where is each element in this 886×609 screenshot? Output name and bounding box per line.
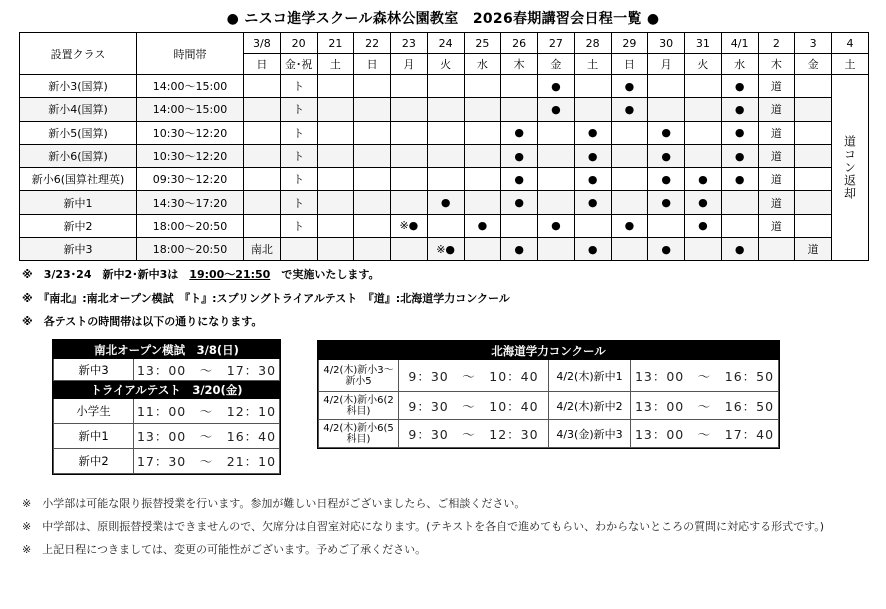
test-mark: 南北 — [244, 238, 281, 261]
class-name: 新小6(国算) — [20, 144, 137, 167]
note-2: ※ 『南北』:南北オープン模試 『ト』:スプリングトライアルテスト 『道』:北海道学力コンクール — [22, 292, 510, 305]
empty-cell — [244, 144, 281, 167]
empty-cell — [685, 98, 722, 121]
header-weekday: 木 — [758, 54, 795, 75]
empty-cell — [391, 98, 428, 121]
class-name: 新小4(国算) — [20, 98, 137, 121]
header-weekday: 日 — [244, 54, 281, 75]
time-slot: 14:30～17:20 — [137, 191, 244, 214]
empty-cell — [685, 144, 722, 167]
session-mark: ● — [574, 168, 611, 191]
header-date: 24 — [427, 33, 464, 54]
table-row — [20, 98, 869, 121]
empty-cell — [317, 121, 354, 144]
session-mark: ● — [648, 168, 685, 191]
header-weekday: 水 — [464, 54, 501, 75]
test-mark: 道 — [758, 191, 795, 214]
empty-cell — [317, 214, 354, 237]
class-name: 新中1 — [20, 191, 137, 214]
empty-cell — [501, 98, 538, 121]
test-mark: ト — [280, 168, 317, 191]
empty-cell — [795, 144, 832, 167]
empty-cell — [427, 121, 464, 144]
test-mark: 道 — [795, 238, 832, 261]
session-mark: ● — [721, 144, 758, 167]
empty-cell — [464, 191, 501, 214]
session-mark: ● — [648, 121, 685, 144]
time-slot: 18:00～20:50 — [137, 238, 244, 261]
doukon-title: 北海道学力コンクール — [319, 342, 779, 360]
session-mark: ● — [721, 238, 758, 261]
test-mark: 道 — [758, 168, 795, 191]
header-date: 23 — [391, 33, 428, 54]
empty-cell — [721, 214, 758, 237]
note-1-post: で実施いたします。 — [270, 268, 380, 281]
empty-cell — [795, 98, 832, 121]
session-mark: ● — [648, 191, 685, 214]
session-mark: ● — [611, 75, 648, 98]
header-date: 28 — [574, 33, 611, 54]
header-date: 2 — [758, 33, 795, 54]
header-date: 3 — [795, 33, 832, 54]
empty-cell — [354, 75, 391, 98]
empty-cell — [611, 121, 648, 144]
test-mark: 道 — [758, 75, 795, 98]
empty-cell — [280, 238, 317, 261]
table-row — [20, 214, 869, 237]
footer-note-3: ※ 上記日程につきましては、変更の可能性がございます。予めご了承ください。 — [22, 543, 427, 556]
doukon-label: 4/2(木)新小3～新小5 — [319, 360, 399, 392]
session-mark: ● — [501, 144, 538, 167]
header-date: 26 — [501, 33, 538, 54]
trial-time: 13：00 ～ 16：40 — [134, 424, 280, 449]
header-date: 22 — [354, 33, 391, 54]
empty-cell — [391, 191, 428, 214]
empty-cell — [354, 121, 391, 144]
note-1 — [22, 266, 379, 282]
test-mark: 道 — [758, 98, 795, 121]
session-mark: ● — [721, 98, 758, 121]
header-weekday: 火 — [685, 54, 722, 75]
nanboku-trial-times-table — [52, 339, 281, 475]
empty-cell — [538, 238, 575, 261]
header-class: 設置クラス — [20, 33, 137, 75]
session-mark: ● — [685, 214, 722, 237]
empty-cell — [317, 191, 354, 214]
empty-cell — [795, 75, 832, 98]
empty-cell — [538, 191, 575, 214]
test-mark: ト — [280, 75, 317, 98]
test-mark: 道 — [758, 121, 795, 144]
empty-cell — [795, 168, 832, 191]
empty-cell — [758, 238, 795, 261]
session-mark: ● — [721, 75, 758, 98]
footer-note-1: ※ 小学部は可能な限り振替授業を行います。参加が難しい日程がございましたら、ご相談ください。 — [22, 497, 526, 510]
empty-cell — [354, 98, 391, 121]
trial-time: 17：30 ～ 21：10 — [134, 449, 280, 474]
header-date: 4/1 — [721, 33, 758, 54]
class-name: 新小6(国算社理英) — [20, 168, 137, 191]
empty-cell — [317, 98, 354, 121]
empty-cell — [391, 144, 428, 167]
empty-cell — [354, 238, 391, 261]
session-mark: ● — [501, 191, 538, 214]
empty-cell — [574, 75, 611, 98]
session-mark: ● — [501, 168, 538, 191]
header-weekday: 金･祝 — [280, 54, 317, 75]
doukon-time: 13：00 ～ 16：50 — [631, 360, 779, 392]
header-weekday: 水 — [721, 54, 758, 75]
nanboku-label: 新中3 — [54, 359, 134, 381]
doukon-time: 9：30 ～ 12：30 — [399, 420, 549, 448]
empty-cell — [317, 75, 354, 98]
doukon-label: 4/2(木)新小6(5科目) — [319, 420, 399, 448]
header-weekday: 土 — [574, 54, 611, 75]
header-date: 4 — [832, 33, 869, 54]
table-row — [20, 238, 869, 261]
empty-cell — [574, 214, 611, 237]
empty-cell — [574, 98, 611, 121]
header-weekday: 月 — [648, 54, 685, 75]
test-mark: 道 — [758, 144, 795, 167]
empty-cell — [611, 168, 648, 191]
session-mark: ● — [501, 238, 538, 261]
class-name: 新小5(国算) — [20, 121, 137, 144]
header-date: 30 — [648, 33, 685, 54]
table-row — [20, 75, 869, 98]
empty-cell — [611, 238, 648, 261]
note-3: ※ 各テストの時間帯は以下の通りになります。 — [22, 315, 263, 328]
empty-cell — [391, 238, 428, 261]
empty-cell — [354, 144, 391, 167]
session-mark: ● — [611, 214, 648, 237]
doukon-label: 4/2(木)新中1 — [549, 360, 631, 392]
table-row — [20, 144, 869, 167]
empty-cell — [427, 75, 464, 98]
doukon-time: 13：00 ～ 16：50 — [631, 392, 779, 420]
empty-cell — [427, 144, 464, 167]
session-mark: ● — [648, 144, 685, 167]
time-slot: 14:00～15:00 — [137, 98, 244, 121]
table-row — [20, 191, 869, 214]
session-mark: ● — [685, 168, 722, 191]
empty-cell — [464, 144, 501, 167]
empty-cell — [317, 144, 354, 167]
trial-title: トライアルテスト 3/20(金) — [54, 381, 280, 399]
empty-cell — [795, 214, 832, 237]
empty-cell — [685, 121, 722, 144]
doukon-label: 4/2(木)新小6(2科目) — [319, 392, 399, 420]
page-title: ● ニスコ進学スクール森林公園教室 2026春期講習会日程一覧 ● — [226, 11, 660, 27]
empty-cell — [721, 191, 758, 214]
empty-cell — [464, 238, 501, 261]
empty-cell — [685, 75, 722, 98]
empty-cell — [648, 75, 685, 98]
note-1-pre: ※ 3/23･24 新中2･新中3は — [22, 268, 190, 281]
header-weekday: 金 — [538, 54, 575, 75]
time-slot: 14:00～15:00 — [137, 75, 244, 98]
class-name: 新小3(国算) — [20, 75, 137, 98]
empty-cell — [611, 144, 648, 167]
time-slot: 18:00～20:50 — [137, 214, 244, 237]
header-weekday: 土 — [317, 54, 354, 75]
trial-label: 小学生 — [54, 399, 134, 424]
header-weekday: 火 — [427, 54, 464, 75]
empty-cell — [391, 75, 428, 98]
test-mark: ト — [280, 144, 317, 167]
session-mark: ● — [574, 144, 611, 167]
doukon-time: 9：30 ～ 10：40 — [399, 360, 549, 392]
session-mark: ● — [574, 238, 611, 261]
empty-cell — [244, 168, 281, 191]
empty-cell — [354, 191, 391, 214]
header-weekday: 土 — [832, 54, 869, 75]
doukon-time: 13：00 ～ 17：40 — [631, 420, 779, 448]
nanboku-time: 13：00 ～ 17：30 — [134, 359, 280, 381]
session-mark: ● — [611, 98, 648, 121]
session-mark: ● — [574, 121, 611, 144]
empty-cell — [501, 75, 538, 98]
time-slot: 10:30～12:20 — [137, 144, 244, 167]
session-mark: ● — [464, 214, 501, 237]
empty-cell — [795, 191, 832, 214]
empty-cell — [464, 98, 501, 121]
trial-time: 11：00 ～ 12：10 — [134, 399, 280, 424]
empty-cell — [391, 121, 428, 144]
test-mark: ト — [280, 121, 317, 144]
empty-cell — [317, 168, 354, 191]
empty-cell — [648, 98, 685, 121]
empty-cell — [464, 75, 501, 98]
empty-cell — [244, 214, 281, 237]
footer-note-2: ※ 中学部は、原則振替授業はできませんので、欠席分は自習室対応になります。(テキストを各自で進めてもらい、わからないところの質問に対応する形式です。) — [22, 520, 825, 533]
test-mark: 道 — [758, 214, 795, 237]
header-weekday: 木 — [501, 54, 538, 75]
empty-cell — [464, 121, 501, 144]
header-date: 29 — [611, 33, 648, 54]
empty-cell — [501, 214, 538, 237]
trial-label: 新中1 — [54, 424, 134, 449]
session-mark: ● — [501, 121, 538, 144]
doukon-times-table — [317, 340, 780, 449]
time-slot: 09:30～12:20 — [137, 168, 244, 191]
class-name: 新中2 — [20, 214, 137, 237]
schedule-table — [19, 32, 869, 261]
session-mark: ● — [721, 168, 758, 191]
header-time: 時間帯 — [137, 33, 244, 75]
empty-cell — [354, 214, 391, 237]
session-mark: ※● — [391, 214, 428, 237]
session-mark: ● — [685, 191, 722, 214]
empty-cell — [317, 238, 354, 261]
doukon-time: 9：30 ～ 10：40 — [399, 392, 549, 420]
empty-cell — [538, 144, 575, 167]
session-mark: ● — [538, 98, 575, 121]
time-slot: 10:30～12:20 — [137, 121, 244, 144]
session-mark: ● — [574, 191, 611, 214]
header-weekday: 金 — [795, 54, 832, 75]
merged-return-note: 道コン返却 — [832, 75, 869, 261]
empty-cell — [391, 168, 428, 191]
table-row — [20, 121, 869, 144]
empty-cell — [427, 214, 464, 237]
header-date: 3/8 — [244, 33, 281, 54]
empty-cell — [611, 191, 648, 214]
empty-cell — [795, 121, 832, 144]
class-name: 新中3 — [20, 238, 137, 261]
empty-cell — [538, 168, 575, 191]
empty-cell — [538, 121, 575, 144]
session-mark: ● — [721, 121, 758, 144]
header-date: 27 — [538, 33, 575, 54]
session-mark: ※● — [427, 238, 464, 261]
doukon-label: 4/2(木)新中2 — [549, 392, 631, 420]
test-mark: ト — [280, 191, 317, 214]
table-row — [20, 168, 869, 191]
note-1-time: 19:00～21:50 — [189, 268, 271, 281]
nanboku-title: 南北オープン模試 3/8(日) — [54, 341, 280, 359]
empty-cell — [244, 98, 281, 121]
session-mark: ● — [648, 238, 685, 261]
empty-cell — [685, 238, 722, 261]
empty-cell — [244, 75, 281, 98]
session-mark: ● — [538, 214, 575, 237]
header-date: 31 — [685, 33, 722, 54]
header-weekday: 月 — [391, 54, 428, 75]
empty-cell — [244, 121, 281, 144]
empty-cell — [427, 98, 464, 121]
test-mark: ト — [280, 98, 317, 121]
session-mark: ● — [427, 191, 464, 214]
doukon-label: 4/3(金)新中3 — [549, 420, 631, 448]
session-mark: ● — [538, 75, 575, 98]
header-weekday: 日 — [354, 54, 391, 75]
header-date: 20 — [280, 33, 317, 54]
empty-cell — [648, 214, 685, 237]
empty-cell — [354, 168, 391, 191]
empty-cell — [427, 168, 464, 191]
header-date: 21 — [317, 33, 354, 54]
test-mark: ト — [280, 214, 317, 237]
header-date: 25 — [464, 33, 501, 54]
header-weekday: 日 — [611, 54, 648, 75]
trial-label: 新中2 — [54, 449, 134, 474]
empty-cell — [244, 191, 281, 214]
empty-cell — [464, 168, 501, 191]
